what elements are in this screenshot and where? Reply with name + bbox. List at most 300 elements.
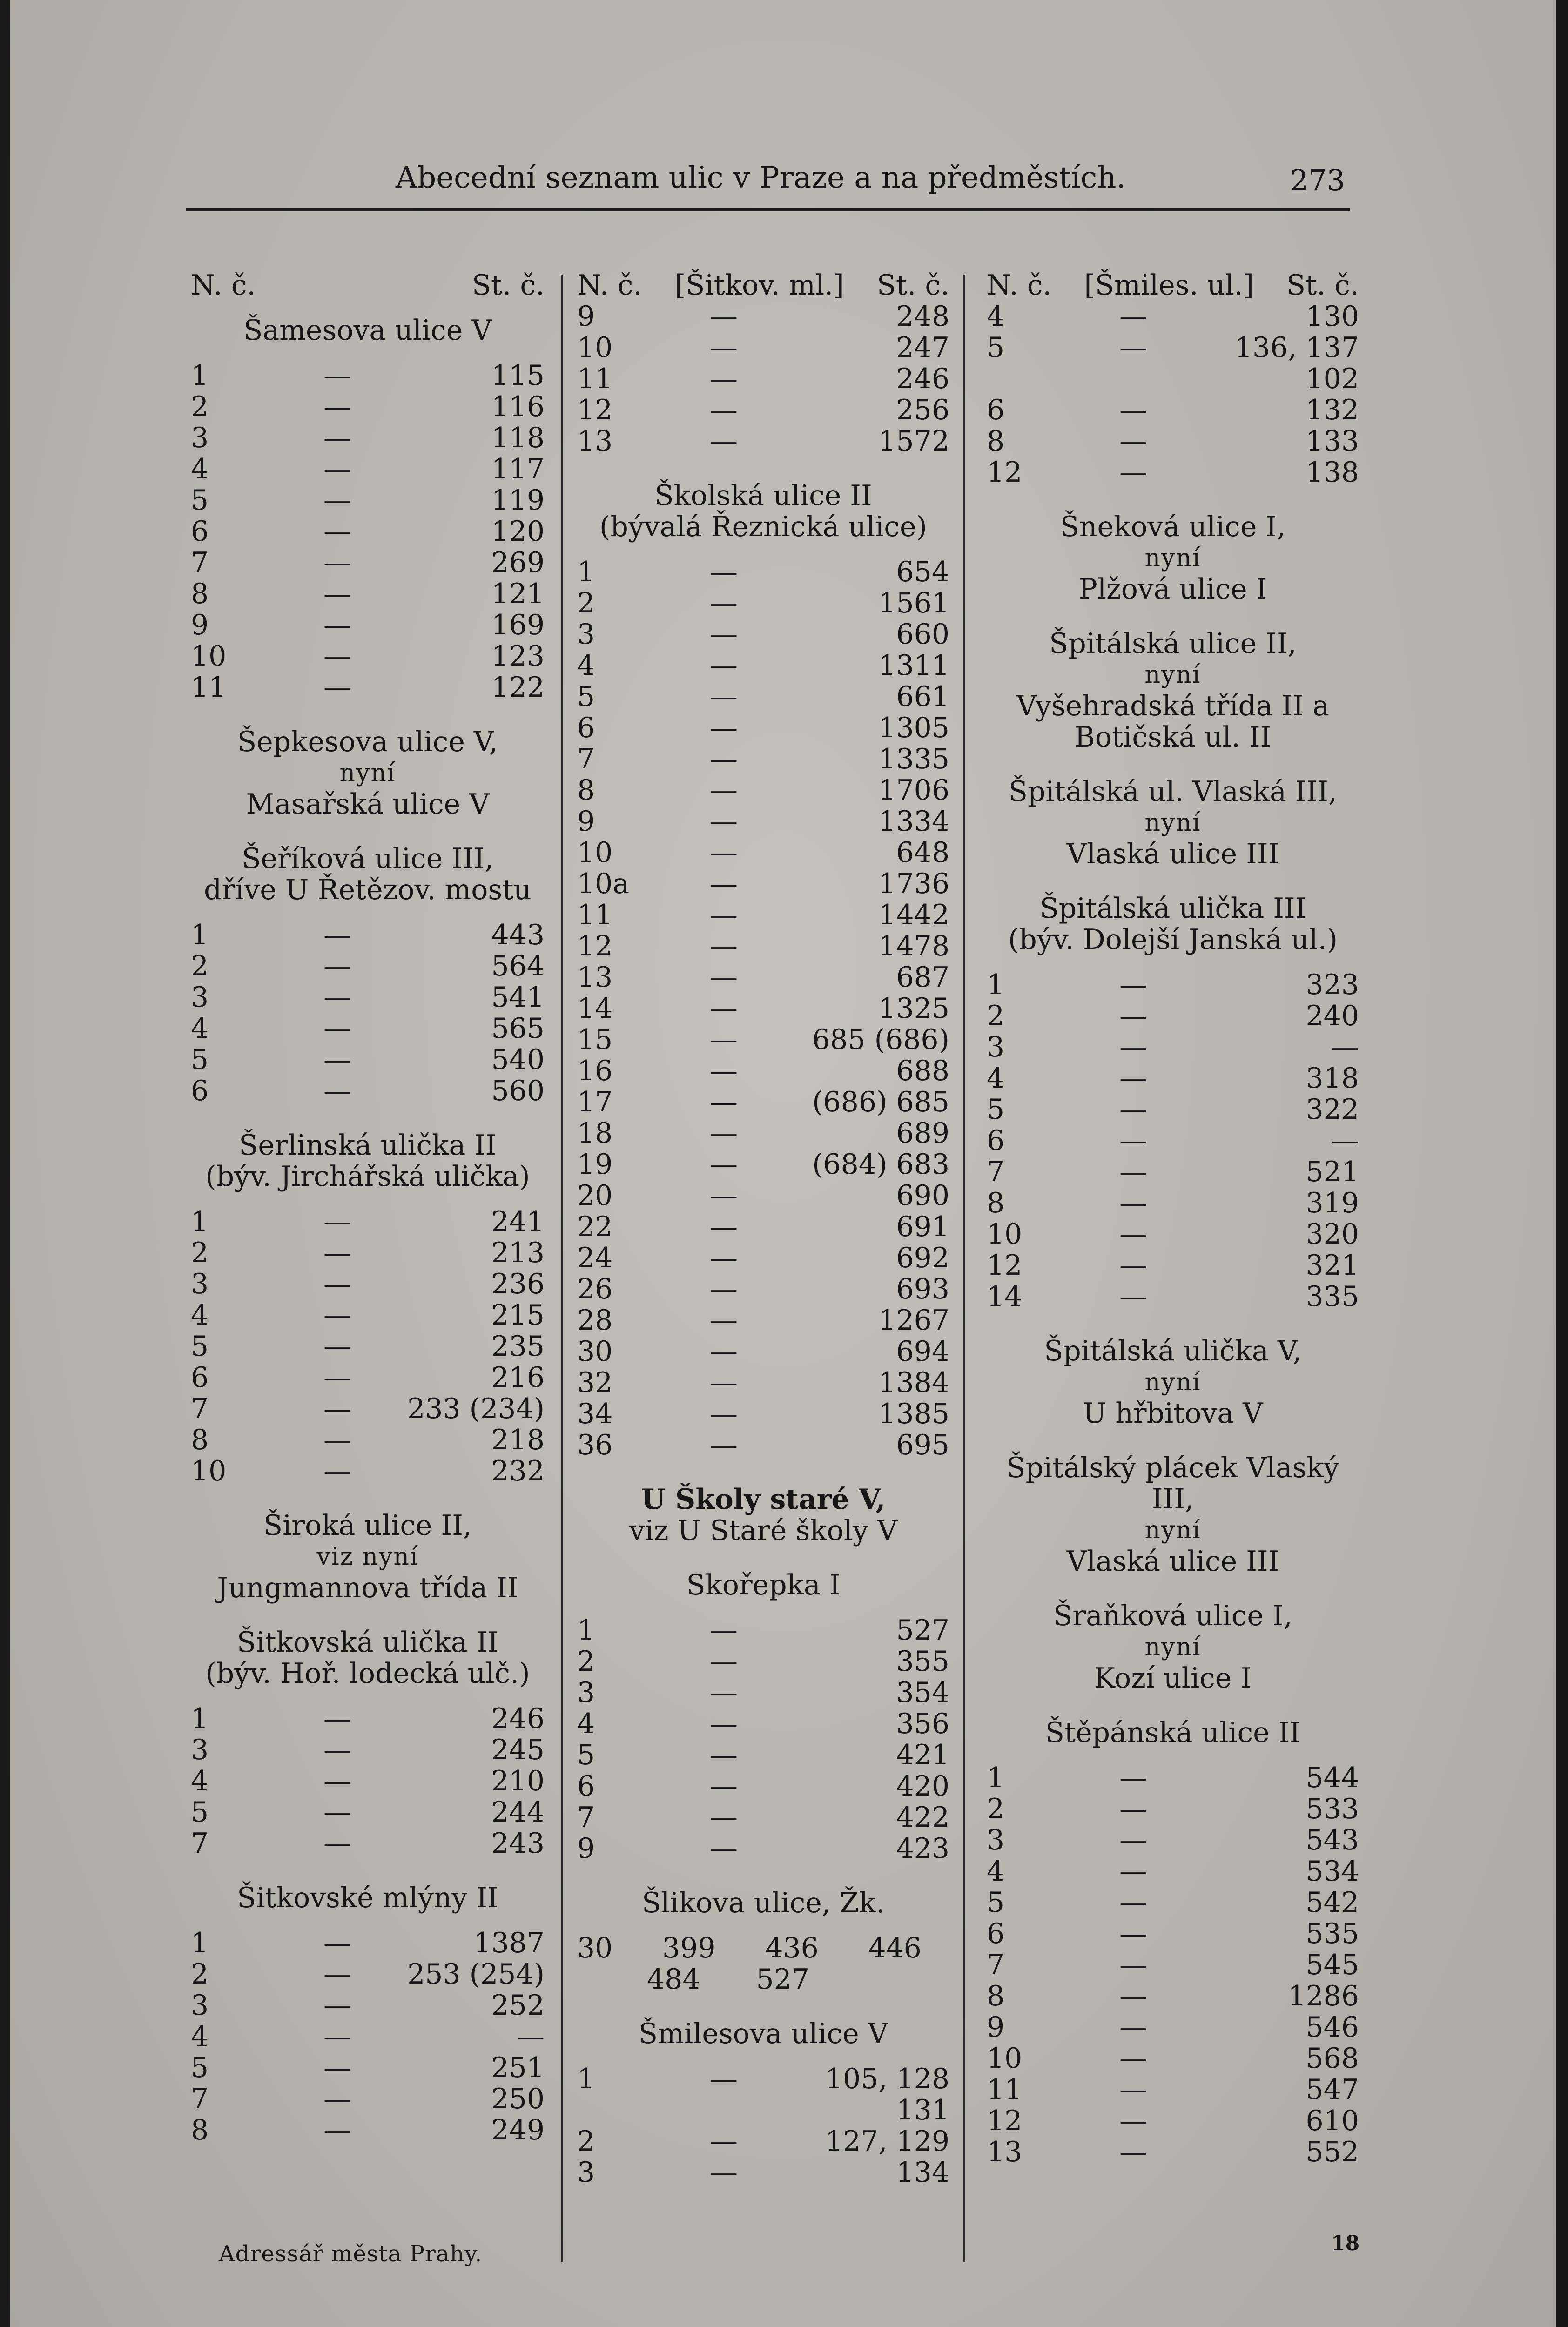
table-row bbox=[577, 931, 949, 962]
house-number: 15 bbox=[577, 1023, 613, 1056]
conscription-number: 253 (254) bbox=[407, 1958, 545, 1991]
table-row bbox=[577, 1771, 949, 1802]
street-title: Široká ulice II, bbox=[263, 1509, 472, 1542]
table-row bbox=[191, 1703, 545, 1735]
house-number: 6 bbox=[191, 1075, 209, 1107]
house-number: 10 bbox=[577, 836, 613, 869]
dash-separator: — bbox=[1119, 1000, 1147, 1032]
table-row bbox=[191, 641, 545, 672]
conscription-number: 1384 bbox=[878, 1366, 949, 1399]
house-number bbox=[577, 2095, 693, 2126]
conscription-number: 693 bbox=[896, 1273, 949, 1305]
table-row bbox=[577, 1211, 949, 1243]
house-number: 14 bbox=[987, 1280, 1023, 1313]
street-note: nyní bbox=[1144, 809, 1201, 837]
dash-separator: — bbox=[710, 961, 738, 994]
house-number: 3 bbox=[191, 422, 209, 454]
house-number: 3 bbox=[577, 1676, 595, 1709]
conscription-number: 118 bbox=[491, 422, 545, 454]
table-row bbox=[577, 1056, 949, 1087]
table-row bbox=[191, 1766, 545, 1797]
street-title: Špitálská ulička III bbox=[1039, 892, 1306, 925]
conscription-number: 443 bbox=[491, 919, 545, 951]
house-number: 34 bbox=[577, 1398, 613, 1430]
table-row bbox=[191, 1300, 545, 1331]
table-row bbox=[577, 868, 949, 900]
table-row bbox=[987, 1063, 1359, 1094]
house-number: 7 bbox=[577, 1801, 595, 1834]
dash-separator: — bbox=[323, 950, 351, 982]
house-number: 32 bbox=[577, 1366, 613, 1399]
conscription-number: 690 bbox=[896, 1179, 949, 1212]
conscription-number: 1334 bbox=[878, 805, 949, 838]
dash-separator: — bbox=[710, 1055, 738, 1087]
street-title-new: Vlaská ulice III bbox=[1066, 1545, 1279, 1578]
table-row bbox=[577, 363, 949, 395]
street-title-new: Plžová ulice I bbox=[1078, 573, 1267, 605]
conscription-number: 1335 bbox=[878, 743, 949, 775]
house-number: 8 bbox=[191, 2114, 209, 2146]
street-former-name: (býv. Jirchářská ulička) bbox=[205, 1160, 530, 1193]
dash-separator: — bbox=[710, 649, 738, 682]
table-row bbox=[191, 1362, 545, 1393]
table-row bbox=[987, 1794, 1359, 1825]
street-title: Špitálská ul. Vlaská III, bbox=[1008, 775, 1338, 808]
column-header-continued: [Šmiles. ul.] bbox=[1084, 269, 1254, 302]
street-entries bbox=[987, 969, 1359, 1312]
conscription-number: 321 bbox=[1306, 1249, 1359, 1282]
table-row bbox=[577, 1833, 949, 1864]
table-row bbox=[191, 1456, 545, 1487]
table-row bbox=[191, 1237, 545, 1269]
conscription-number: 134 bbox=[896, 2156, 949, 2189]
conscription-number: 269 bbox=[491, 546, 545, 579]
table-row bbox=[191, 1269, 545, 1300]
conscription-number: 610 bbox=[1306, 2105, 1359, 2137]
conscription-number: 560 bbox=[491, 1075, 545, 1107]
house-number: 13 bbox=[987, 2136, 1023, 2168]
conscription-number: 210 bbox=[491, 1765, 545, 1797]
house-number: 1 bbox=[191, 919, 209, 951]
house-number: 5 bbox=[191, 1043, 209, 1076]
dash-separator: — bbox=[323, 919, 351, 951]
header-rule bbox=[186, 208, 1350, 211]
house-number: 9 bbox=[577, 300, 595, 333]
dash-separator: — bbox=[710, 1179, 738, 1212]
dash-separator: — bbox=[710, 1335, 738, 1368]
conscription-number: 133 bbox=[1306, 425, 1359, 457]
conscription-number: — bbox=[1331, 1031, 1359, 1063]
table-row bbox=[191, 672, 545, 703]
table-row bbox=[987, 1188, 1359, 1219]
street-title: Šamesova ulice V bbox=[243, 314, 492, 347]
street-title: Špitálský plácek Vlaský bbox=[1006, 1452, 1339, 1484]
house-number: 4 bbox=[191, 1765, 209, 1797]
house-number: 8 bbox=[577, 774, 595, 807]
house-number: 12 bbox=[577, 394, 613, 426]
table-row bbox=[987, 1856, 1359, 1887]
table-row bbox=[987, 969, 1359, 1001]
conscription-number: 251 bbox=[491, 2051, 545, 2084]
conscription-number: 256 bbox=[896, 394, 949, 426]
dash-separator: — bbox=[710, 363, 738, 395]
house-number: 4 bbox=[191, 453, 209, 485]
conscription-number: 422 bbox=[896, 1801, 949, 1834]
house-number: 3 bbox=[987, 1031, 1005, 1063]
table-row bbox=[191, 578, 545, 610]
house-number: 3 bbox=[191, 1734, 209, 1766]
column-header-old-number: St. č. bbox=[876, 269, 949, 302]
conscription-number: 695 bbox=[896, 1429, 949, 1461]
dash-separator: — bbox=[710, 774, 738, 807]
conscription-number: 246 bbox=[491, 1702, 545, 1735]
street-title: Šitkovská ulička II bbox=[236, 1626, 498, 1659]
conscription-number: 568 bbox=[1306, 2042, 1359, 2075]
dash-separator: — bbox=[323, 1205, 351, 1238]
table-row bbox=[191, 1331, 545, 1362]
street-note: nyní bbox=[1144, 661, 1201, 689]
house-number: 5 bbox=[987, 1886, 1005, 1919]
conscription-number: 1305 bbox=[878, 712, 949, 744]
conscription-number: 541 bbox=[491, 981, 545, 1014]
street-former-name: (býv. Dolejší Janská ul.) bbox=[1008, 923, 1338, 956]
dash-separator: — bbox=[323, 453, 351, 485]
page-number: 273 bbox=[1290, 163, 1345, 197]
house-number: 10 bbox=[987, 1218, 1023, 1251]
house-number: 1 bbox=[191, 1702, 209, 1735]
house-number: 19 bbox=[577, 1148, 613, 1181]
house-number: 8 bbox=[191, 578, 209, 610]
house-number: 4 bbox=[577, 1708, 595, 1740]
table-row bbox=[577, 1740, 949, 1771]
house-number: 26 bbox=[577, 1273, 613, 1305]
street-note: nyní bbox=[1144, 1516, 1201, 1544]
dash-separator: — bbox=[710, 1023, 738, 1056]
dash-separator: — bbox=[710, 1086, 738, 1118]
house-number: 3 bbox=[191, 1268, 209, 1300]
dash-separator: — bbox=[323, 981, 351, 1014]
house-number: 1 bbox=[987, 1762, 1005, 1794]
dash-separator: — bbox=[1119, 1980, 1147, 2012]
table-row bbox=[191, 1044, 545, 1076]
dash-separator: — bbox=[323, 1268, 351, 1300]
dash-separator: — bbox=[1119, 1949, 1147, 1981]
house-number: 6 bbox=[191, 1361, 209, 1394]
street-title: Šlikova ulice, Žk. bbox=[641, 1887, 885, 1919]
street-entries bbox=[987, 1762, 1359, 2168]
house-number: 28 bbox=[577, 1304, 613, 1337]
conscription-number: 120 bbox=[491, 515, 545, 548]
dash-separator: — bbox=[323, 1237, 351, 1269]
conscription-number: 250 bbox=[491, 2083, 545, 2115]
house-number: 2 bbox=[191, 390, 209, 423]
table-row bbox=[577, 962, 949, 993]
dash-separator: — bbox=[1119, 2042, 1147, 2075]
house-number bbox=[987, 363, 1103, 395]
dash-separator: — bbox=[323, 2051, 351, 2084]
conscription-number: 544 bbox=[1306, 1762, 1359, 1794]
dash-separator: — bbox=[710, 1429, 738, 1461]
house-number: 5 bbox=[191, 1330, 209, 1363]
house-number: 6 bbox=[191, 515, 209, 548]
house-number: 13 bbox=[577, 425, 613, 457]
conscription-number: 692 bbox=[896, 1242, 949, 1274]
table-row bbox=[577, 426, 949, 457]
table-row bbox=[577, 1708, 949, 1740]
conscription-number: 218 bbox=[491, 1424, 545, 1456]
house-number: 7 bbox=[191, 1827, 209, 1860]
dash-separator: — bbox=[710, 2125, 738, 2158]
house-number: 5 bbox=[577, 680, 595, 713]
dash-separator: — bbox=[1119, 1762, 1147, 1794]
column-header-old-number: St. č. bbox=[471, 269, 545, 302]
table-row bbox=[577, 1149, 949, 1180]
dash-separator: — bbox=[323, 609, 351, 641]
table-row bbox=[987, 2043, 1359, 2074]
conscription-number: 132 bbox=[1306, 394, 1359, 426]
house-number: 3 bbox=[577, 2156, 595, 2189]
conscription-number: 169 bbox=[491, 609, 545, 641]
dash-separator: — bbox=[710, 680, 738, 713]
conscription-number: — bbox=[517, 2020, 545, 2053]
dash-separator: — bbox=[1119, 425, 1147, 457]
house-number: 5 bbox=[987, 1093, 1005, 1126]
dash-separator: — bbox=[323, 2020, 351, 2053]
street-title-new: U hřbitova V bbox=[1083, 1397, 1263, 1430]
house-number: 6 bbox=[577, 1770, 595, 1802]
table-row bbox=[191, 1959, 545, 1990]
dash-separator: — bbox=[323, 484, 351, 517]
table-row bbox=[191, 423, 545, 454]
conscription-number: 1311 bbox=[878, 649, 949, 682]
conscription-number: 335 bbox=[1306, 1280, 1359, 1313]
column-header-continued: [Šitkov. ml.] bbox=[674, 269, 844, 302]
conscription-number: 1387 bbox=[473, 1927, 545, 1959]
conscription-number: 233 (234) bbox=[407, 1392, 545, 1425]
dash-separator: — bbox=[1119, 968, 1147, 1001]
table-row bbox=[577, 993, 949, 1024]
conscription-number: 542 bbox=[1306, 1886, 1359, 1919]
conscription-number: 1572 bbox=[878, 425, 949, 457]
street-title: Šitkovské mlýny II bbox=[237, 1882, 498, 1914]
dash-separator: — bbox=[1119, 1156, 1147, 1188]
street-note: nyní bbox=[339, 759, 396, 787]
dash-separator: — bbox=[710, 1398, 738, 1430]
street-former-name: (bývalá Řeznická ulice) bbox=[599, 511, 927, 543]
dash-separator: — bbox=[1119, 2011, 1147, 2044]
conscription-number: 420 bbox=[896, 1770, 949, 1802]
street-title: Šepkesova ulice V, bbox=[237, 726, 498, 758]
table-row bbox=[191, 1828, 545, 1859]
table-row bbox=[987, 2074, 1359, 2105]
conscription-number: — bbox=[1331, 1124, 1359, 1157]
dash-separator: — bbox=[323, 671, 351, 704]
conscription-number: 215 bbox=[491, 1299, 545, 1332]
dash-separator: — bbox=[1119, 1793, 1147, 1825]
dash-separator: — bbox=[710, 618, 738, 651]
house-number: 3 bbox=[191, 981, 209, 1014]
house-number: 10 bbox=[577, 331, 613, 364]
conscription-number: 1706 bbox=[878, 774, 949, 807]
house-number: 5 bbox=[191, 484, 209, 517]
table-row bbox=[191, 547, 545, 578]
table-row bbox=[577, 1399, 949, 1430]
street-title: U Školy staré V, bbox=[641, 1483, 886, 1516]
house-number: 5 bbox=[191, 1796, 209, 1829]
dash-separator: — bbox=[710, 1366, 738, 1399]
dash-separator: — bbox=[1119, 1917, 1147, 1950]
table-row bbox=[577, 1367, 949, 1399]
column-header-number: N. č. bbox=[987, 269, 1052, 302]
dash-separator: — bbox=[1119, 394, 1147, 426]
house-number: 7 bbox=[987, 1156, 1005, 1188]
dash-separator: — bbox=[1119, 1824, 1147, 1856]
conscription-number: 688 bbox=[896, 1055, 949, 1087]
street-inline-entries bbox=[577, 1933, 949, 1964]
column-1 bbox=[191, 270, 545, 2327]
conscription-number: 115 bbox=[491, 359, 545, 392]
table-row bbox=[577, 1243, 949, 1274]
column-3 bbox=[987, 270, 1359, 2327]
house-number: 13 bbox=[577, 961, 613, 994]
table-row bbox=[191, 1206, 545, 1237]
conscription-number: 138 bbox=[1306, 456, 1359, 489]
street-entries bbox=[191, 1928, 545, 2146]
conscription-number: 243 bbox=[491, 1827, 545, 1860]
dash-separator: — bbox=[710, 587, 738, 619]
table-row bbox=[577, 1274, 949, 1305]
dash-separator: — bbox=[1119, 1855, 1147, 1888]
dash-separator: — bbox=[323, 1702, 351, 1735]
dash-separator: — bbox=[1119, 331, 1147, 364]
dash-separator: — bbox=[710, 1645, 738, 1678]
street-cross-reference: viz U Staré školy V bbox=[629, 1514, 898, 1547]
table-row bbox=[191, 516, 545, 547]
entry-value: 527 bbox=[756, 1963, 810, 1996]
table-row bbox=[191, 1076, 545, 1107]
street-entries bbox=[191, 1703, 545, 1859]
conscription-number: 356 bbox=[896, 1708, 949, 1740]
dash-separator: — bbox=[323, 1989, 351, 2022]
house-number: 11 bbox=[191, 671, 227, 704]
dash-separator: — bbox=[323, 1392, 351, 1425]
table-row bbox=[191, 920, 545, 951]
house-number: 2 bbox=[191, 1958, 209, 1991]
table-row bbox=[987, 332, 1359, 363]
house-number: 1 bbox=[577, 2063, 595, 2095]
dash-separator: — bbox=[710, 1739, 738, 1771]
table-row bbox=[987, 1250, 1359, 1281]
conscription-number: 527 bbox=[896, 1614, 949, 1647]
street-title-new: Vyšehradská třída II a bbox=[1016, 690, 1330, 722]
dash-separator: — bbox=[1119, 300, 1147, 333]
table-row bbox=[577, 395, 949, 426]
dash-separator: — bbox=[323, 1361, 351, 1394]
dash-separator: — bbox=[710, 300, 738, 333]
dash-separator: — bbox=[710, 1676, 738, 1709]
dash-separator: — bbox=[323, 2114, 351, 2146]
dash-separator: — bbox=[1119, 1280, 1147, 1313]
dash-separator: — bbox=[710, 930, 738, 962]
house-number: 20 bbox=[577, 1179, 613, 1212]
conscription-number: 1442 bbox=[878, 899, 949, 931]
conscription-number: 1385 bbox=[878, 1398, 949, 1430]
column-header bbox=[191, 270, 545, 301]
column-header-number: N. č. bbox=[577, 269, 642, 302]
conscription-number: 318 bbox=[1306, 1062, 1359, 1095]
table-row bbox=[577, 2064, 949, 2095]
table-row bbox=[987, 1094, 1359, 1125]
page-footer: Adressář města Prahy. bbox=[219, 2241, 483, 2267]
dash-separator: — bbox=[710, 992, 738, 1025]
table-row bbox=[577, 2157, 949, 2188]
house-number: 11 bbox=[987, 2073, 1023, 2106]
house-number: 7 bbox=[987, 1949, 1005, 1981]
dash-separator: — bbox=[710, 836, 738, 869]
table-row bbox=[987, 1125, 1359, 1157]
conscription-number: 545 bbox=[1306, 1949, 1359, 1981]
house-number: 1 bbox=[577, 556, 595, 588]
dash-separator: — bbox=[323, 546, 351, 579]
dash-separator: — bbox=[323, 1455, 351, 1487]
conscription-number: 236 bbox=[491, 1268, 545, 1300]
conscription-number: 354 bbox=[896, 1676, 949, 1709]
house-number: 12 bbox=[987, 2105, 1023, 2137]
house-number: 8 bbox=[987, 1187, 1005, 1219]
conscription-number: 252 bbox=[491, 1989, 545, 2022]
conscription-number: 122 bbox=[491, 671, 545, 704]
house-number: 11 bbox=[577, 899, 613, 931]
conscription-number: 323 bbox=[1306, 968, 1359, 1001]
dash-separator: — bbox=[323, 2083, 351, 2115]
house-number: 5 bbox=[987, 331, 1005, 364]
house-number: 9 bbox=[577, 805, 595, 838]
table-row bbox=[191, 1928, 545, 1959]
street-title-new: Vlaská ulice III bbox=[1066, 838, 1279, 870]
dash-separator: — bbox=[323, 359, 351, 392]
table-row bbox=[577, 557, 949, 588]
street-title: Šeříková ulice III, bbox=[242, 842, 494, 875]
table-row bbox=[577, 900, 949, 931]
table-row bbox=[577, 1336, 949, 1367]
street-note: nyní bbox=[1144, 1368, 1201, 1396]
conscription-number: 534 bbox=[1306, 1855, 1359, 1888]
house-number: 10 bbox=[987, 2042, 1023, 2075]
house-number: 10a bbox=[577, 868, 630, 900]
house-number: 24 bbox=[577, 1242, 613, 1274]
table-row bbox=[577, 681, 949, 713]
dash-separator: — bbox=[710, 331, 738, 364]
conscription-number: (686) 685 bbox=[812, 1086, 949, 1118]
table-row bbox=[987, 301, 1359, 332]
dash-separator: — bbox=[710, 2063, 738, 2095]
street-entries bbox=[577, 301, 949, 457]
house-number: 5 bbox=[191, 2051, 209, 2084]
table-row bbox=[577, 650, 949, 681]
dash-separator: — bbox=[1119, 1187, 1147, 1219]
house-number: 7 bbox=[191, 546, 209, 579]
conscription-number: 648 bbox=[896, 836, 949, 869]
conscription-number: 355 bbox=[896, 1645, 949, 1678]
dash-separator: — bbox=[1119, 1062, 1147, 1095]
house-number: 12 bbox=[987, 1249, 1023, 1282]
column-divider-1 bbox=[561, 275, 563, 2262]
table-row bbox=[987, 363, 1359, 395]
house-number: 4 bbox=[191, 2020, 209, 2053]
conscription-number: 245 bbox=[491, 1734, 545, 1766]
conscription-number: 136, 137 bbox=[1234, 331, 1359, 364]
conscription-number: 216 bbox=[491, 1361, 545, 1394]
